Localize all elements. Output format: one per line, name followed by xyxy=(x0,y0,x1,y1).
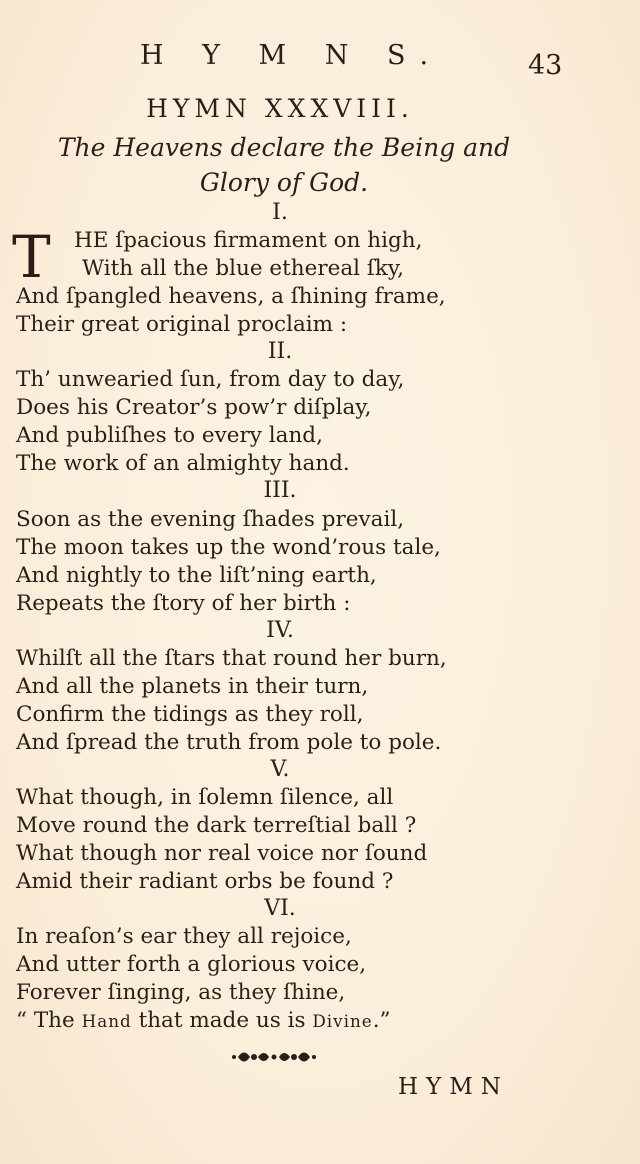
printers-ornament-icon xyxy=(228,1046,320,1068)
verse-line: And ſpangled heavens, a ſhining frame, xyxy=(16,284,446,309)
verse-line: Move round the dark terreſtial ball ? xyxy=(16,813,417,838)
hymn-title: HYMN XXXVIII. xyxy=(146,94,414,123)
stanza-numeral-3: III. xyxy=(263,478,297,503)
open-quote: “ The xyxy=(16,1008,82,1033)
verse-line: Repeats the ſtory of her birth : xyxy=(16,591,351,616)
verse-line: The moon takes up the wond’rous tale, xyxy=(16,535,441,560)
verse-line: And publiſhes to every land, xyxy=(16,423,323,448)
verse-line: Th’ unwearied ſun, from day to day, xyxy=(16,367,405,392)
verse-line: Does his Creator’s pow’r diſplay, xyxy=(16,395,372,420)
close-quote: .” xyxy=(372,1008,391,1033)
line-middle: that made us is xyxy=(131,1008,313,1033)
page-number: 43 xyxy=(528,50,563,81)
verse-line: In reaſon’s ear they all rejoice, xyxy=(16,924,352,949)
subtitle-line-2: Glory of God. xyxy=(199,168,369,197)
stanza-numeral-5: V. xyxy=(270,757,290,782)
subtitle-line-1: The Heavens declare the Being and xyxy=(57,133,511,162)
verse-line: The work of an almighty hand. xyxy=(16,451,350,476)
verse-line: And nightly to the liſt’ning earth, xyxy=(16,563,377,588)
verse-line: Confirm the tidings as they roll, xyxy=(16,702,364,727)
verse-line: Soon as the evening ſhades prevail, xyxy=(16,507,405,532)
drop-cap: T xyxy=(12,223,51,291)
verse-line: What though nor real voice nor ſound xyxy=(16,841,428,866)
stanza-numeral-1: I. xyxy=(272,200,288,225)
verse-line: And utter forth a glorious voice, xyxy=(16,952,367,977)
stanza-numeral-4: IV. xyxy=(266,618,294,643)
verse-line: What though, in ſolemn ſilence, all xyxy=(16,785,394,810)
stanza-numeral-6: VI. xyxy=(264,896,296,921)
verse-line: HE ſpacious firmament on high, xyxy=(74,228,423,253)
verse-line: And all the planets in their turn, xyxy=(16,674,369,699)
small-caps-hand: Hand xyxy=(81,1011,132,1031)
small-caps-divine: Divine xyxy=(312,1011,373,1031)
verse-line: Amid their radiant orbs be found ? xyxy=(16,869,394,894)
verse-line: With all the blue ethereal ſky, xyxy=(82,256,404,281)
catchword: HYMN xyxy=(398,1074,509,1100)
running-head: H Y M N S. xyxy=(140,40,444,71)
verse-line: Their great original proclaim : xyxy=(16,312,348,337)
verse-line-final xyxy=(16,1008,391,1033)
verse-line: Whilſt all the ſtars that round her burn, xyxy=(16,646,447,671)
verse-line: And ſpread the truth from pole to pole. xyxy=(16,730,442,755)
verse-line: Forever ſinging, as they ſhine, xyxy=(16,980,346,1005)
stanza-numeral-2: II. xyxy=(267,339,293,364)
hymn-subtitle xyxy=(0,130,568,200)
